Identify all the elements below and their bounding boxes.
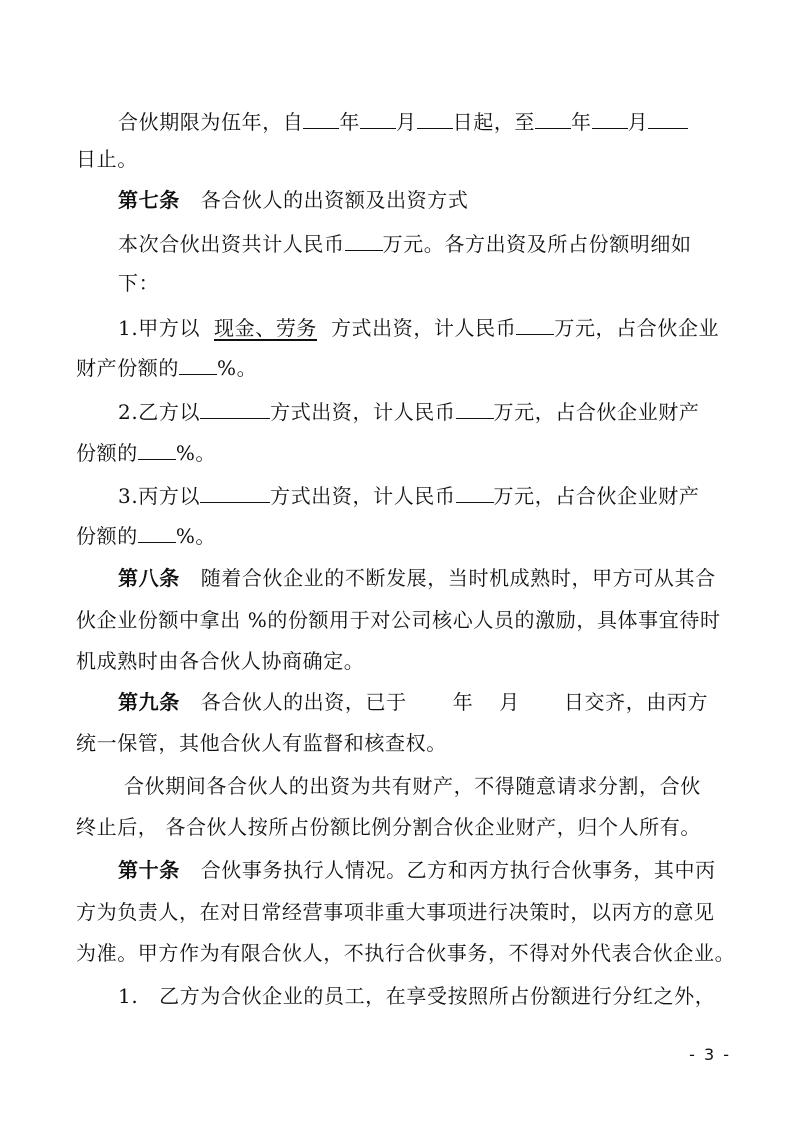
article-7-title: 第七条 bbox=[118, 188, 180, 212]
blank-party-b-share[interactable] bbox=[138, 439, 176, 460]
blank-start-month[interactable] bbox=[360, 108, 396, 129]
term-text: 合伙期限为伍年，自 bbox=[118, 110, 304, 134]
term-day-label: 日起，至 bbox=[452, 110, 536, 134]
blank-end-year[interactable] bbox=[535, 108, 571, 129]
article-10-text: 合伙事务执行人情况。乙方和丙方执行合伙事务，其中丙 bbox=[200, 858, 716, 882]
article-10-line-3: 为准。甲方作为有限合伙人，不执行合伙事务，不得对外代表合伙企业。 bbox=[76, 941, 736, 965]
term-end-year-label: 年 bbox=[571, 110, 592, 134]
term-line bbox=[118, 108, 688, 134]
term-month-label: 月 bbox=[396, 110, 417, 134]
article-9-title: 第九条 bbox=[118, 690, 180, 714]
blank-party-b-method[interactable] bbox=[200, 398, 270, 419]
party-b-share-text: 份额的 bbox=[76, 441, 138, 465]
total-capital-line bbox=[118, 230, 692, 256]
party-a-method[interactable]: 现金、劳务 bbox=[214, 316, 318, 340]
total-capital-text: 本次合伙出资共计人民币 bbox=[118, 232, 345, 256]
term-end-month-label: 月 bbox=[627, 110, 649, 134]
party-c-text: 方式出资，计人民币 bbox=[270, 484, 456, 508]
blank-total-capital[interactable] bbox=[345, 230, 383, 251]
party-b-percent: %。 bbox=[175, 441, 217, 465]
item-text: 乙方为合伙企业的员工，在享受按照所占份额进行分红之外， bbox=[159, 984, 716, 1008]
blank-end-month[interactable] bbox=[592, 108, 628, 129]
party-c-share-text: 份额的 bbox=[76, 524, 138, 548]
party-a-line bbox=[118, 314, 719, 340]
party-b-share-line bbox=[76, 439, 216, 465]
term-year-label: 年 bbox=[339, 110, 361, 134]
article-9-month: 月 bbox=[499, 690, 520, 714]
item-number: 1. bbox=[118, 984, 139, 1008]
total-capital-text-2: 万元。各方出资及所占份额明细如 bbox=[382, 232, 692, 256]
blank-party-c-amount[interactable] bbox=[456, 482, 494, 503]
party-c-label: 3.丙方以 bbox=[118, 484, 201, 508]
party-a-share-text: 财产份额的 bbox=[76, 356, 179, 380]
term-end-line: 日止。 bbox=[76, 147, 138, 171]
blank-party-b-amount[interactable] bbox=[456, 398, 494, 419]
blank-party-a-amount[interactable] bbox=[516, 314, 554, 335]
party-b-line bbox=[118, 398, 700, 424]
article-8-heading bbox=[118, 566, 716, 590]
party-a-text: 方式出资，计人民币 bbox=[330, 316, 517, 340]
article-7-text: 各合伙人的出资额及出资方式 bbox=[200, 188, 469, 212]
party-b-text-2: 万元，占合伙企业财产 bbox=[493, 400, 700, 424]
article-8-line-3: 机成熟时由各合伙人协商确定。 bbox=[76, 649, 365, 673]
page-number: - 3 - bbox=[689, 1045, 731, 1064]
party-c-percent: %。 bbox=[175, 524, 217, 548]
blank-party-c-method[interactable] bbox=[200, 482, 270, 503]
party-c-line bbox=[118, 482, 700, 508]
article-9-text-2: 日交齐，由丙方 bbox=[563, 690, 709, 714]
article-10-line-2: 方为负责人，在对日常经营事项非重大事项进行决策时，以丙方的意见 bbox=[76, 900, 715, 924]
article-10-title: 第十条 bbox=[118, 858, 180, 882]
article-8-text: 随着合伙企业的不断发展，当时机成熟时，甲方可从其合 bbox=[200, 566, 716, 590]
total-capital-line-2: 下： bbox=[118, 271, 160, 295]
article-9-text: 各合伙人的出资，已于 bbox=[200, 690, 407, 714]
party-c-text-2: 万元，占合伙企业财产 bbox=[493, 484, 700, 508]
article-8-title: 第八条 bbox=[118, 566, 180, 590]
article-10-heading bbox=[118, 858, 716, 882]
article-9-line-4: 终止后， 各合伙人按所占份额比例分割合伙企业财产，归个人所有。 bbox=[76, 815, 701, 839]
article-9-heading bbox=[118, 690, 708, 714]
article-10-item-1 bbox=[118, 984, 715, 1008]
party-a-label: 1.甲方以 bbox=[118, 316, 201, 340]
article-9-line-2: 统一保管，其他合伙人有监督和核查权。 bbox=[76, 731, 447, 755]
article-8-line-2: 伙企业份额中拿出 %的份额用于对公司核心人员的激励，具体事宜待时 bbox=[76, 608, 721, 632]
party-b-label: 2.乙方以 bbox=[118, 400, 201, 424]
blank-start-day[interactable] bbox=[417, 108, 453, 129]
blank-party-c-share[interactable] bbox=[138, 522, 176, 543]
article-9-year: 年 bbox=[452, 690, 474, 714]
blank-party-a-share[interactable] bbox=[179, 354, 217, 375]
party-a-text-2: 万元，占合伙企业 bbox=[554, 316, 720, 340]
party-b-text: 方式出资，计人民币 bbox=[270, 400, 456, 424]
article-9-line-3: 合伙期间各合伙人的出资为共有财产，不得随意请求分割，合伙 bbox=[124, 774, 701, 798]
party-a-share-line bbox=[76, 354, 257, 380]
party-a-percent: %。 bbox=[217, 356, 258, 380]
blank-start-year[interactable] bbox=[303, 108, 339, 129]
article-7-heading bbox=[118, 188, 469, 212]
blank-end-day[interactable] bbox=[648, 108, 688, 129]
party-c-share-line bbox=[76, 522, 216, 548]
